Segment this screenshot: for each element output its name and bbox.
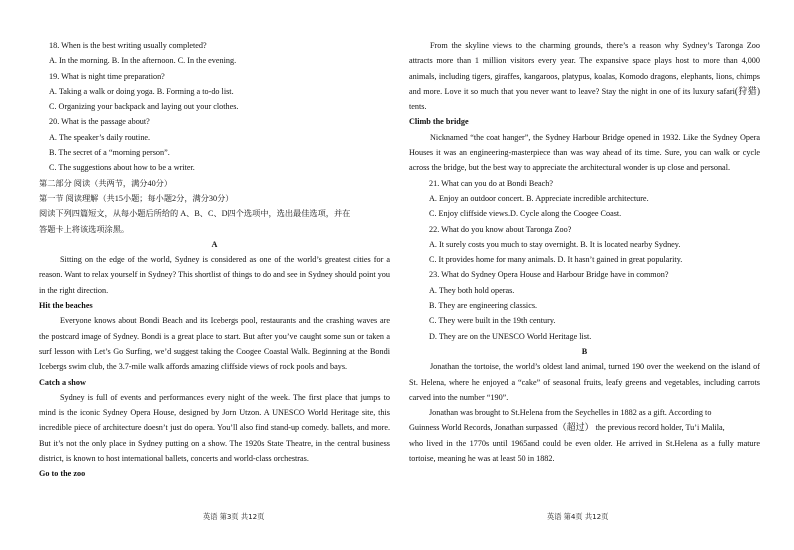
q23-option-d: D. They are on the UNESCO World Heritage list. bbox=[429, 331, 592, 341]
q22-question: 22. What do you know about Taronga Zoo? bbox=[429, 224, 572, 234]
q20-option-a: A. The speaker’s daily routine. bbox=[49, 132, 151, 142]
passage-b-label: B bbox=[581, 346, 588, 356]
section-one-title: 第一节 阅读理解（共15小题；每小题2分，满分30分） bbox=[39, 193, 234, 203]
q21-options-ab: A. Enjoy an outdoor concert. B. Appreciate incredible architecture. bbox=[429, 193, 649, 203]
jonathan-paragraph-2-line-1: Jonathan was brought to St.Helena from the Seychelles in 1882 as a gift. According to bbox=[429, 408, 712, 418]
jonathan-line2-end: the previous record holder, Tu’i Malila, bbox=[595, 423, 725, 433]
jonathan-line2-start: Guinness World Records, Jonathan surpassed bbox=[409, 423, 558, 433]
beaches-heading: Hit the beaches bbox=[39, 301, 93, 311]
zoo-safari-gloss: (狩猎) bbox=[734, 85, 760, 96]
q20-question: 20. What is the passage about? bbox=[49, 117, 150, 127]
bridge-paragraph: Nicknamed “the coat hanger”, the Sydney Harbour Bridge opened in 1932. Like the Sydney Opera Houses it was an engineering-masterpiece than was way ahead of its time. Sure, you can walk or cycle across the bridge, but the best way to appreciate the architectural wonder is up close and personal. bbox=[409, 132, 760, 173]
bridge-heading: Climb the bridge bbox=[409, 117, 469, 127]
instruction-line-1: 阅读下列四篇短文，从每小题后所给的 A、B、C、D四个选项中，选出最佳选项，并在 bbox=[39, 209, 351, 219]
q18-options: A. In the morning. B. In the afternoon. C. In the evening. bbox=[49, 56, 237, 66]
zoo-heading: Go to the zoo bbox=[39, 469, 86, 479]
show-heading: Catch a show bbox=[39, 377, 86, 387]
q23-option-c: C. They were built in the 19th century. bbox=[429, 316, 556, 326]
jonathan-paragraph-2-line-2 bbox=[409, 420, 760, 435]
surpassed-gloss: （超过） bbox=[557, 422, 594, 433]
jonathan-paragraph-2-rest: who lived in the 1770s until 1965and could be even older. He arrived in St.Helena as a fully mature tortoise, meaning he was at least 50 in 1882. bbox=[409, 438, 760, 464]
left-page-footer: 英语 第3页 共12页 bbox=[203, 512, 265, 521]
right-page-column bbox=[409, 38, 760, 466]
q20-option-c: C. The suggestions about how to be a writer. bbox=[49, 163, 195, 173]
q23-option-a: A. They both hold operas. bbox=[429, 285, 515, 295]
zoo-paragraph bbox=[409, 38, 760, 114]
part-two-title: 第二部分 阅读（共两节，满分40分） bbox=[39, 178, 173, 188]
q22-options-cd: C. It provides home for many animals. D. It hasn’t gained in great popularity. bbox=[429, 255, 683, 265]
jonathan-paragraph-1: Jonathan the tortoise, the world’s oldest land animal, turned 190 over the weekend on the island of St. Helena, where he enjoyed a “cake” of seasonal fruits, leafy greens and vegetables, including carrots carved into the number “190”. bbox=[409, 362, 760, 402]
zoo-tents-word: tents. bbox=[409, 102, 427, 112]
zoo-paragraph-text: From the skyline views to the charming grounds, there’s a reason why Sydney’s Taronga Zoo attracts more than 1 million visitors every year. The expansive space plays host to more than 4,000 animals, including tigers, giraffes, kangaroos, platypus, koalas, Komodo dragons, elephants, lions, chimps and more. Love it so much that you never want to leave? Stay the night in one of its luxury bbox=[409, 41, 760, 96]
right-page-footer: 英语 第4页 共12页 bbox=[547, 512, 609, 521]
q19-option-c: C. Organizing your backpack and laying out your clothes. bbox=[49, 102, 239, 112]
q23-question: 23. What do Sydney Opera House and Harbour Bridge have in common? bbox=[429, 270, 669, 280]
q19-question: 19. What is night time preparation? bbox=[49, 71, 165, 81]
passage-a-label: A bbox=[211, 239, 218, 249]
q21-options-cd: C. Enjoy cliffside views.D. Cycle along the Coogee Coast. bbox=[429, 209, 622, 219]
beaches-paragraph: Everyone knows about Bondi Beach and its Icebergs pool, restaurants and the crashing waves are the postcard image of Sydney. Bondi is a great place to start. But after you’ve caught some sun or taken a surf lesson with Let’s Go Surfing, we’d suggest taking the Coogee Coastal Walk. Beginning at the Bondi Icebergs swim club, the 3.7-mile walk affords amazing cliffside views of rock pools and bays. bbox=[39, 316, 390, 372]
instruction-line-2: 答题卡上将该选项涂黑。 bbox=[39, 224, 130, 234]
q19-options-ab: A. Taking a walk or doing yoga. B. Forming a to-do list. bbox=[49, 86, 234, 96]
q18-question: 18. When is the best writing usually completed? bbox=[49, 41, 207, 50]
passage-a-intro: Sitting on the edge of the world, Sydney is considered as one of the world’s greatest cities for a reason. Want to relax yourself in Sydney? This shortlist of things to do and see in Sydney should point you in the right direction. bbox=[39, 255, 390, 295]
zoo-safari-word: safari bbox=[716, 86, 735, 96]
q22-options-ab: A. It surely costs you much to stay overnight. B. It is located nearby Sydney. bbox=[429, 239, 681, 249]
q21-question: 21. What can you do at Bondi Beach? bbox=[429, 178, 553, 188]
q20-option-b: B. The secret of a “morning person”. bbox=[49, 148, 170, 158]
left-page-column bbox=[39, 38, 390, 482]
show-paragraph: Sydney is full of events and performances every night of the week. The first place that jumps to mind is the iconic Sydney Opera House, designed by Jorn Utzon. A UNESCO World Heritage site, this incredible piece of architecture doesn’t just do opera. You’ll also find stand-up comedy. ballets, and more. But it’s not the only place in Sydney putting on a show. The 1920s State Theatre, in the central business district, is known to host international ballets, concerts and world-class orchestras. bbox=[39, 392, 390, 464]
q23-option-b: B. They are engineering classics. bbox=[429, 301, 538, 311]
